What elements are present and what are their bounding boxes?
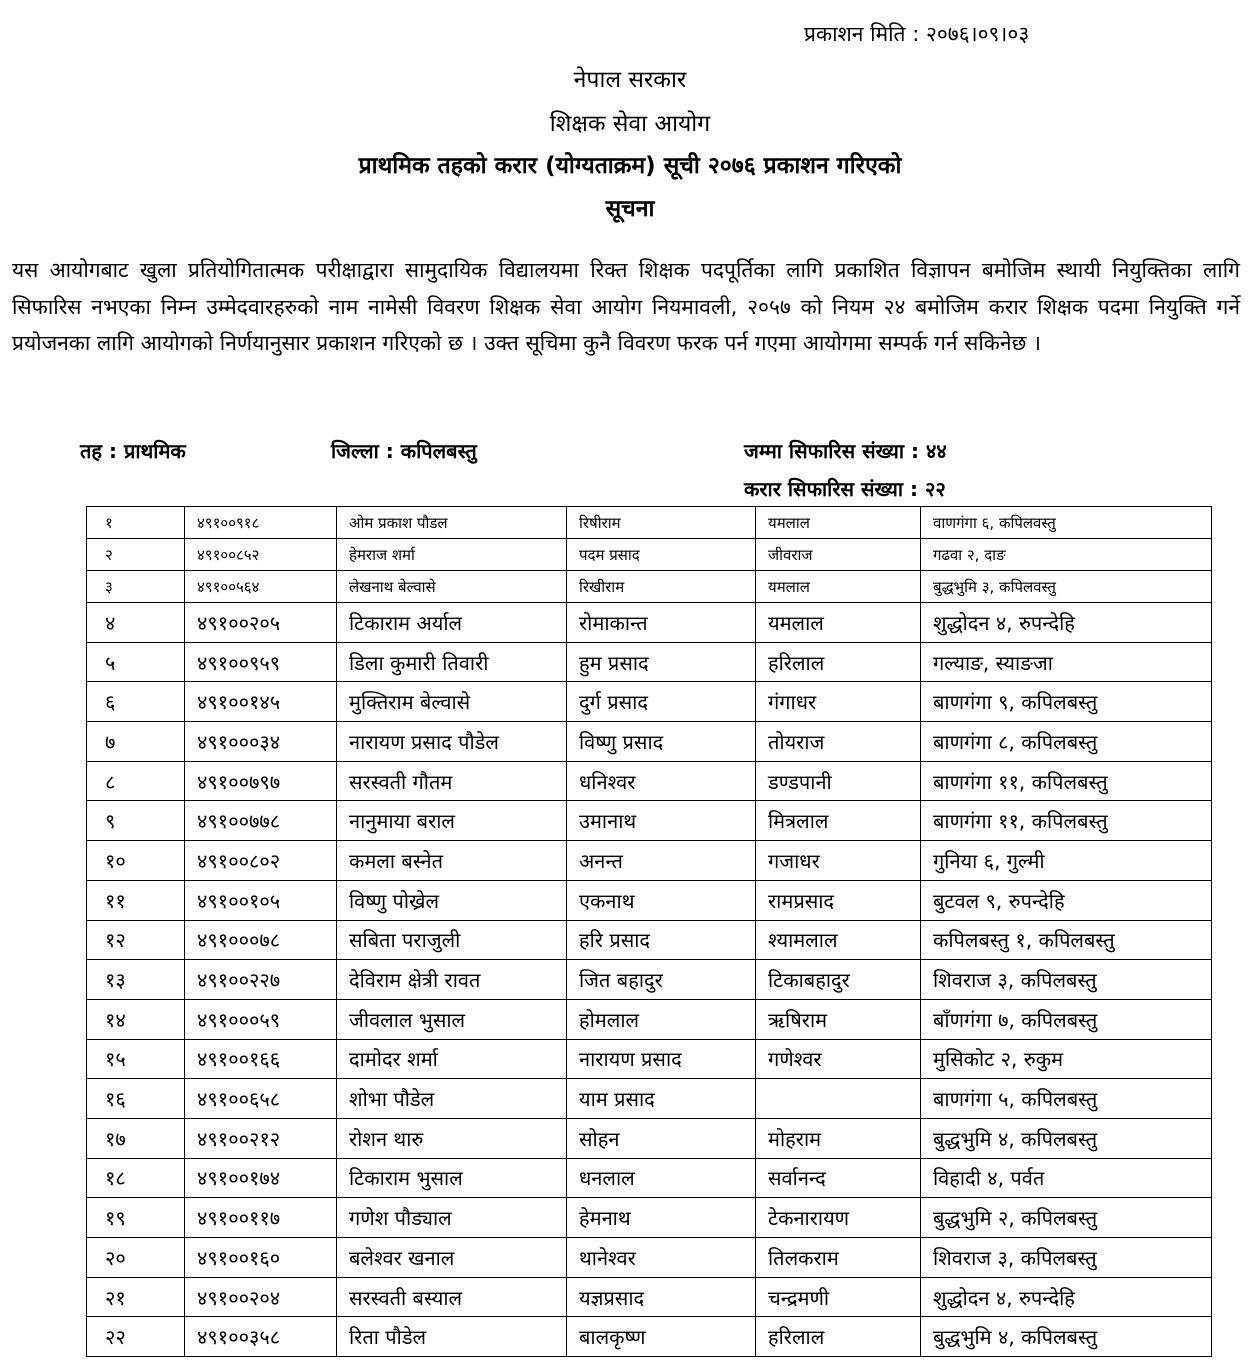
table-row — [87, 507, 1212, 539]
address-cell: बाणगंगा ११, कपिलबस्तु — [921, 761, 1212, 801]
grandfather-name-cell: टिकाबहादुर — [756, 960, 921, 1000]
serial-number-cell: २० — [87, 1238, 185, 1278]
serial-number-cell: ४ — [87, 603, 185, 643]
candidate-name-cell: विष्णु पोख्रेल — [337, 880, 567, 920]
father-name-cell: हरि प्रसाद — [567, 920, 756, 960]
address-cell: बुद्धभुमि ३, कपिलवस्तु — [921, 571, 1212, 603]
father-name-cell: रोमाकान्त — [567, 603, 756, 643]
serial-number-cell: १४ — [87, 999, 185, 1039]
table-row — [87, 571, 1212, 603]
serial-number-cell: १९ — [87, 1198, 185, 1238]
father-name-cell: विष्णु प्रसाद — [567, 722, 756, 762]
grandfather-name-cell: यमलाल — [756, 571, 921, 603]
serial-number-cell: ११ — [87, 880, 185, 920]
table-row — [87, 920, 1212, 960]
father-name-cell: नारायण प्रसाद — [567, 1039, 756, 1079]
grandfather-name-cell — [756, 1079, 921, 1119]
candidate-name-cell: टिकाराम भुसाल — [337, 1158, 567, 1198]
serial-number-cell: ८ — [87, 761, 185, 801]
grandfather-name-cell: रामप्रसाद — [756, 880, 921, 920]
address-cell: बाँणगंगा ७, कपिलबस्तु — [921, 999, 1212, 1039]
father-name-cell: रिषीराम — [567, 507, 756, 539]
roll-number-cell: ४९१००६५८ — [185, 1079, 337, 1119]
grandfather-name-cell: तिलकराम — [756, 1238, 921, 1278]
candidate-name-cell: देविराम क्षेत्री रावत — [337, 960, 567, 1000]
government-title: नेपाल सरकार — [573, 67, 687, 93]
address-cell: बाणगंगा ५, कपिलबस्तु — [921, 1079, 1212, 1119]
grandfather-name-cell: सर्वानन्द — [756, 1158, 921, 1198]
table-row — [87, 682, 1212, 722]
district-label: जिल्ला : — [331, 439, 401, 463]
table-row — [87, 880, 1212, 920]
serial-number-cell: ९ — [87, 801, 185, 841]
father-name-cell: पदम प्रसाद — [567, 539, 756, 571]
address-cell: विहादी ४, पर्वत — [921, 1158, 1212, 1198]
table-row — [87, 1158, 1212, 1198]
candidate-name-cell: नारायण प्रसाद पौडेल — [337, 722, 567, 762]
roll-number-cell: ४९१०००५९ — [185, 999, 337, 1039]
address-cell: बाणगंगा ८, कपिलबस्तु — [921, 722, 1212, 762]
table-row — [87, 1039, 1212, 1079]
address-cell: गढवा २, दाङ — [921, 539, 1212, 571]
grandfather-name-cell: गजाधर — [756, 841, 921, 881]
address-cell: कपिलबस्तु १, कपिलबस्तु — [921, 920, 1212, 960]
serial-number-cell: ५ — [87, 642, 185, 682]
roll-number-cell: ४९१००१४५ — [185, 682, 337, 722]
table-row — [87, 999, 1212, 1039]
grandfather-name-cell: यमलाल — [756, 507, 921, 539]
serial-number-cell: १६ — [87, 1079, 185, 1119]
contract-label: करार सिफारिस संख्या : — [744, 477, 925, 501]
address-cell: मुसिकोट २, रुकुम — [921, 1039, 1212, 1079]
total-recommendation — [744, 437, 947, 464]
father-name-cell: अनन्त — [567, 841, 756, 881]
grandfather-name-cell: तोयराज — [756, 722, 921, 762]
candidate-name-cell: गणेश पौड्याल — [337, 1198, 567, 1238]
district-value: कपिलबस्तु — [400, 439, 477, 463]
notice-label: सूचना — [605, 196, 655, 222]
father-name-cell: एकनाथ — [567, 880, 756, 920]
serial-number-cell: २२ — [87, 1317, 185, 1357]
commission-title: शिक्षक सेवा आयोग — [549, 111, 711, 137]
father-name-cell: यज्ञप्रसाद — [567, 1277, 756, 1317]
father-name-cell: होमलाल — [567, 999, 756, 1039]
level-value: प्राथमिक — [123, 439, 186, 463]
candidate-name-cell: नानुमाया बराल — [337, 801, 567, 841]
father-name-cell: सोहन — [567, 1118, 756, 1158]
address-cell: बुद्धभुमि ४, कपिलबस्तु — [921, 1317, 1212, 1357]
contract-value: २२ — [924, 477, 946, 501]
address-cell: बाणगंगा ११, कपिलबस्तु — [921, 801, 1212, 841]
table-row — [87, 722, 1212, 762]
roll-number-cell: ४९१००२०४ — [185, 1277, 337, 1317]
candidate-table-body — [87, 507, 1212, 1357]
roll-number-cell: ४९१००८५२ — [185, 539, 337, 571]
grandfather-name-cell: मित्रलाल — [756, 801, 921, 841]
address-cell: बुद्धभुमि २, कपिलबस्तु — [921, 1198, 1212, 1238]
address-cell: शुद्धोदन ४, रुपन्देहि — [921, 603, 1212, 643]
father-name-cell: उमानाथ — [567, 801, 756, 841]
grandfather-name-cell: ऋषिराम — [756, 999, 921, 1039]
grandfather-name-cell: चन्द्रमणी — [756, 1277, 921, 1317]
district-info — [331, 437, 477, 464]
serial-number-cell: १५ — [87, 1039, 185, 1079]
address-cell: गुनिया ६, गुल्मी — [921, 841, 1212, 881]
table-row — [87, 1317, 1212, 1357]
candidate-name-cell: सबिता पराजुली — [337, 920, 567, 960]
grandfather-name-cell: श्यामलाल — [756, 920, 921, 960]
serial-number-cell: १० — [87, 841, 185, 881]
roll-number-cell: ४९१००१०५ — [185, 880, 337, 920]
table-row — [87, 801, 1212, 841]
table-row — [87, 761, 1212, 801]
total-label: जम्मा सिफारिस संख्या : — [744, 439, 926, 463]
address-cell: वाणगंगा ६, कपिलवस्तु — [921, 507, 1212, 539]
table-row — [87, 1238, 1212, 1278]
grandfather-name-cell: टेकनारायण — [756, 1198, 921, 1238]
candidate-name-cell: बलेश्वर खनाल — [337, 1238, 567, 1278]
table-row — [87, 603, 1212, 643]
candidate-name-cell: सरस्वती गौतम — [337, 761, 567, 801]
roll-number-cell: ४९१००१६६ — [185, 1039, 337, 1079]
contract-recommendation — [744, 475, 946, 502]
roll-number-cell: ४९१००३५८ — [185, 1317, 337, 1357]
father-name-cell: थानेश्वर — [567, 1238, 756, 1278]
grandfather-name-cell: गंगाधर — [756, 682, 921, 722]
candidate-name-cell: सरस्वती बस्याल — [337, 1277, 567, 1317]
candidate-name-cell: रिता पौडेल — [337, 1317, 567, 1357]
address-cell: शुद्धोदन ४, रुपन्देहि — [921, 1277, 1212, 1317]
father-name-cell: याम प्रसाद — [567, 1079, 756, 1119]
roll-number-cell: ४९१००२०५ — [185, 603, 337, 643]
candidate-name-cell: ओम प्रकाश पौडल — [337, 507, 567, 539]
roll-number-cell: ४९१००५६४ — [185, 571, 337, 603]
serial-number-cell: १७ — [87, 1118, 185, 1158]
table-row — [87, 539, 1212, 571]
roll-number-cell: ४९१०००३४ — [185, 722, 337, 762]
serial-number-cell: ७ — [87, 722, 185, 762]
candidate-name-cell: लेखनाथ बेल्वासे — [337, 571, 567, 603]
serial-number-cell: ३ — [87, 571, 185, 603]
table-row — [87, 841, 1212, 881]
notice-body: यस आयोगबाट खुला प्रतियोगितात्मक परीक्षाद्वारा सामुदायिक विद्यालयमा रिक्त शिक्षक पदपूर्तिका लागि प्रकाशित विज्ञापन बमोजिम स्थायी नियुक्तिका लागि सिफारिस नभएका निम्न उम्मेदवारहरुको नाम नामेसी विवरण शिक्षक सेवा आयोग नियमावली, २०५७ को नियम २४ बमोजिम करार शिक्षक पदमा नियुक्ति गर्ने प्रयोजनका लागि आयोगको निर्णयानुसार प्रकाशन गरिएको छ । उक्त सूचिमा कुनै विवरण फरक पर्न गएमा आयोगमा सम्पर्क गर्न सकिनेछ । — [12, 258, 1240, 355]
table-row — [87, 960, 1212, 1000]
candidate-name-cell: कमला बस्नेत — [337, 841, 567, 881]
serial-number-cell: १८ — [87, 1158, 185, 1198]
address-cell: बाणगंगा ९, कपिलबस्तु — [921, 682, 1212, 722]
grandfather-name-cell: गणेश्वर — [756, 1039, 921, 1079]
grandfather-name-cell: डण्डपानी — [756, 761, 921, 801]
grandfather-name-cell: हरिलाल — [756, 642, 921, 682]
table-row — [87, 642, 1212, 682]
roll-number-cell: ४९१००९५९ — [185, 642, 337, 682]
serial-number-cell: ६ — [87, 682, 185, 722]
address-cell: शिवराज ३, कपिलबस्तु — [921, 1238, 1212, 1278]
roll-number-cell: ४९१००७७८ — [185, 801, 337, 841]
serial-number-cell: १३ — [87, 960, 185, 1000]
father-name-cell: जित बहादुर — [567, 960, 756, 1000]
serial-number-cell: २१ — [87, 1277, 185, 1317]
level-label: तह : — [80, 439, 124, 463]
father-name-cell: हेमनाथ — [567, 1198, 756, 1238]
roll-number-cell: ४९१००८०२ — [185, 841, 337, 881]
grandfather-name-cell: हरिलाल — [756, 1317, 921, 1357]
roll-number-cell: ४९१००९१८ — [185, 507, 337, 539]
roll-number-cell: ४९१००७९७ — [185, 761, 337, 801]
father-name-cell: हुम प्रसाद — [567, 642, 756, 682]
address-cell: बुटवल ९, रुपन्देहि — [921, 880, 1212, 920]
serial-number-cell: १ — [87, 507, 185, 539]
father-name-cell: रिखीराम — [567, 571, 756, 603]
address-cell: बुद्धभुमि ४, कपिलबस्तु — [921, 1118, 1212, 1158]
candidate-name-cell: डिला कुमारी तिवारी — [337, 642, 567, 682]
candidate-name-cell: मुक्तिराम बेल्वासे — [337, 682, 567, 722]
father-name-cell: बालकृष्ण — [567, 1317, 756, 1357]
candidate-name-cell: हेमराज शर्मा — [337, 539, 567, 571]
candidate-name-cell: शोभा पौडेल — [337, 1079, 567, 1119]
table-row — [87, 1079, 1212, 1119]
father-name-cell: दुर्ग प्रसाद — [567, 682, 756, 722]
candidate-name-cell: जीवलाल भुसाल — [337, 999, 567, 1039]
grandfather-name-cell: मोहराम — [756, 1118, 921, 1158]
publish-date: प्रकाशन मिति : २०७६।०९।०३ — [804, 22, 1030, 46]
level-info — [80, 437, 186, 464]
candidate-name-cell: रोशन थारु — [337, 1118, 567, 1158]
table-row — [87, 1118, 1212, 1158]
candidate-name-cell: दामोदर शर्मा — [337, 1039, 567, 1079]
address-cell: गल्याङ, स्याङजा — [921, 642, 1212, 682]
table-row — [87, 1277, 1212, 1317]
grandfather-name-cell: यमलाल — [756, 603, 921, 643]
roll-number-cell: ४९१००११७ — [185, 1198, 337, 1238]
roll-number-cell: ४९१०००७८ — [185, 920, 337, 960]
roll-number-cell: ४९१००१७४ — [185, 1158, 337, 1198]
candidate-table — [86, 506, 1212, 1357]
table-row — [87, 1198, 1212, 1238]
roll-number-cell: ४९१००२२७ — [185, 960, 337, 1000]
notice-headline: प्राथमिक तहको करार (योग्यताक्रम) सूची २०७६ प्रकाशन गरिएको — [358, 153, 902, 179]
total-value: ४४ — [926, 439, 947, 463]
father-name-cell: धनिश्वर — [567, 761, 756, 801]
candidate-name-cell: टिकाराम अर्याल — [337, 603, 567, 643]
address-cell: शिवराज ३, कपिलबस्तु — [921, 960, 1212, 1000]
serial-number-cell: १२ — [87, 920, 185, 960]
grandfather-name-cell: जीवराज — [756, 539, 921, 571]
father-name-cell: धनलाल — [567, 1158, 756, 1198]
roll-number-cell: ४९१००२१२ — [185, 1118, 337, 1158]
serial-number-cell: २ — [87, 539, 185, 571]
roll-number-cell: ४९१००१६० — [185, 1238, 337, 1278]
